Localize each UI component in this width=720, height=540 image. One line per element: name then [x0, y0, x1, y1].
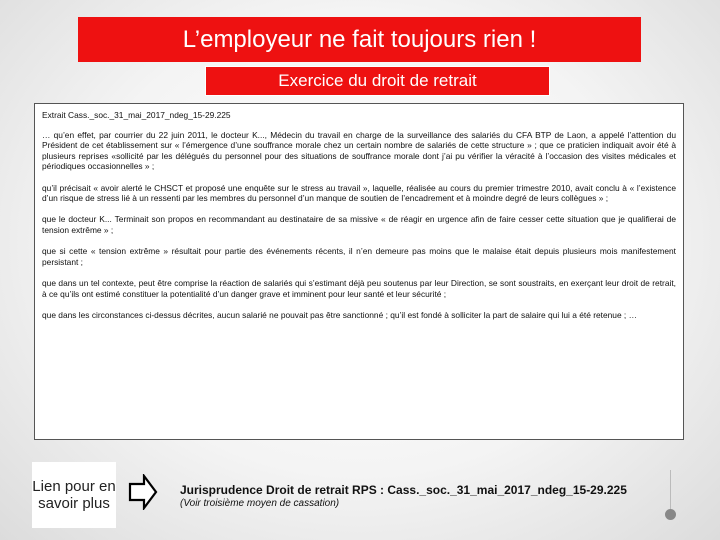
jurisprudence-title: Jurisprudence Droit de retrait RPS : Cass._soc._31_mai_2017_ndeg_15-29.225 [180, 483, 627, 497]
excerpt-paragraph-3: que le docteur K... Terminait son propos en recommandant au destinataire de sa missive « de réagir en urgence afin de faire cesser cette situation que je qualifierai de tension extrême » ; [42, 214, 676, 235]
right-arrow-icon [128, 474, 158, 510]
slide-subtitle: Exercice du droit de retrait [205, 66, 550, 96]
excerpt-paragraph-4: que si cette « tension extrême » résultait pour partie des événements récents, il n’en demeure pas moins que le malaise était depuis plusieurs mois manifestement persistant ; [42, 246, 676, 267]
excerpt-paragraph-6: que dans les circonstances ci-dessus décrites, aucun salarié ne pouvait pas être sanctionné ; qu’il est fondé à solliciter la part de salaire qui lui a été retenue ; … [42, 309, 637, 320]
jurisprudence-note: (Voir troisième moyen de cassation) [180, 498, 340, 509]
excerpt-reference: Extrait Cass._soc._31_mai_2017_ndeg_15-29.225 [42, 110, 231, 120]
court-excerpt-box [34, 103, 684, 440]
decorative-dot [665, 509, 676, 520]
excerpt-paragraph-1: … qu’en effet, par courrier du 22 juin 2011, le docteur K..., Médecin du travail en charge de la surveillance des salariés du CFA BTP de Laon, a appelé l’attention du Président de cet établissement sur « l’émergence d’une souffrance morale chez un certain nombre de salariés de cette structure » ; que ce praticien indiquait avoir été à plusieurs reprises «sollicité par les délégués du personnel pour des situations de souffrance morale dont j’ai pu vérifier la véracité à l’occasion des visites médicales et périodiques occasionnelles » ; [42, 129, 676, 172]
excerpt-paragraph-2: qu’il précisait « avoir alerté le CHSCT et proposé une enquête sur le stress au travail », laquelle, réalisée au cours du premier trimestre 2010, avait conclu à « l’existence d’un risque de stress lié à un ressenti par les membres du personnel d’un manque de soutien de l’encadrement et à moindre degré de leurs collègues » ; [42, 182, 676, 204]
slide-title: L’employeur ne fait toujours rien ! [78, 17, 641, 62]
excerpt-paragraph-5: que dans un tel contexte, peut être comprise la réaction de salariés qui s’estimant déjà peu soutenus par leur Direction, se sont soustraits, en exerçant leur droit de retrait, à ce qu’ils ont estimé constituer la potentialité d’un danger grave et imminent pour leur santé et leur sécurité ; [42, 277, 676, 299]
learn-more-link[interactable]: Lien pour en savoir plus [32, 462, 116, 528]
decorative-line [670, 470, 671, 510]
